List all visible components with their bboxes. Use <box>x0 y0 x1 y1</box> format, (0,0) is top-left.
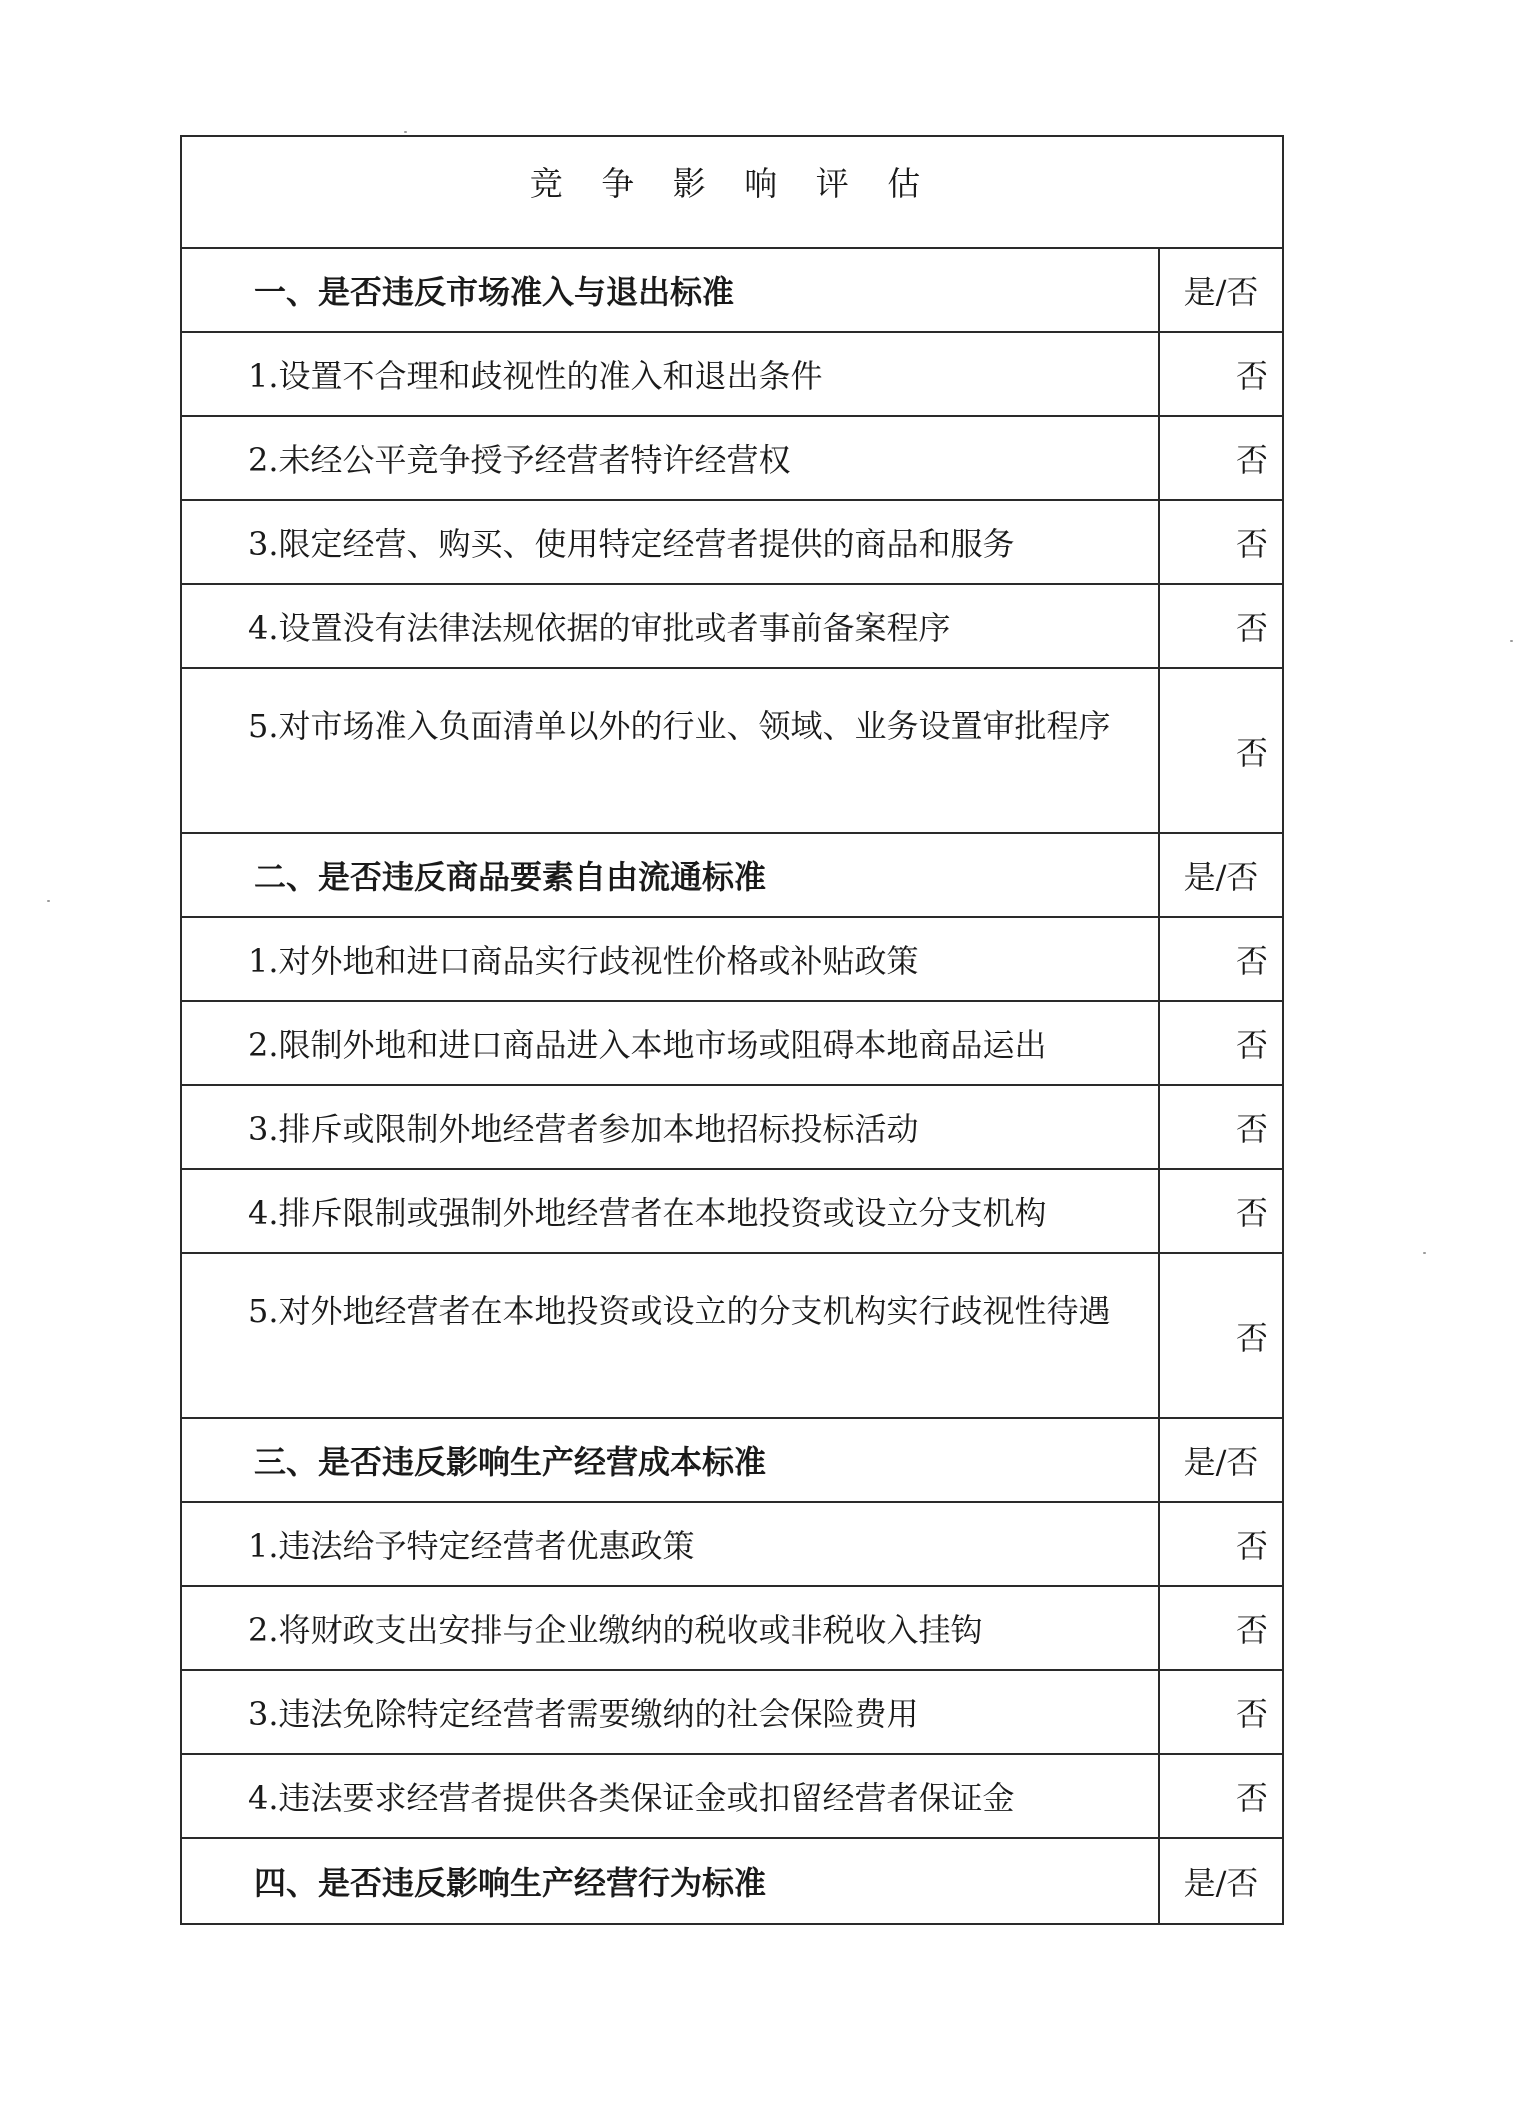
criterion-answer: 否 <box>1235 1779 1268 1817</box>
criterion-answer: 否 <box>1235 1611 1268 1649</box>
criterion-text: 4.设置没有法律法规依据的审批或者事前备案程序 <box>182 585 1160 667</box>
answer-header: 是/否 <box>1183 858 1259 896</box>
table-row <box>182 1587 1282 1671</box>
section-header-3 <box>182 1419 1282 1503</box>
table-row <box>182 1503 1282 1587</box>
scan-speck <box>47 900 50 902</box>
criterion-answer: 否 <box>1235 942 1268 980</box>
criterion-answer: 否 <box>1235 609 1268 647</box>
criterion-text: 2.未经公平竞争授予经营者特许经营权 <box>182 417 1160 499</box>
section-header-1 <box>182 249 1282 333</box>
table-row <box>182 669 1282 834</box>
criterion-answer: 否 <box>1235 1110 1268 1148</box>
table-row <box>182 1254 1282 1419</box>
criterion-answer: 否 <box>1235 357 1268 395</box>
criterion-text: 1.违法给予特定经营者优惠政策 <box>182 1503 1160 1585</box>
table-row <box>182 1170 1282 1254</box>
section-heading: 三、是否违反影响生产经营成本标准 <box>182 1419 1160 1501</box>
table-title: 竞 争 影 响 评 估 <box>182 137 1282 249</box>
section-header-4 <box>182 1839 1282 1923</box>
table-row <box>182 1086 1282 1170</box>
criterion-answer: 否 <box>1235 1026 1268 1064</box>
criterion-text: 5.对市场准入负面清单以外的行业、领域、业务设置审批程序 <box>182 669 1160 832</box>
criterion-answer: 否 <box>1235 1318 1268 1357</box>
criterion-answer: 否 <box>1235 525 1268 563</box>
table-row <box>182 1755 1282 1839</box>
table-row <box>182 1671 1282 1755</box>
section-heading: 一、是否违反市场准入与退出标准 <box>182 249 1160 331</box>
criterion-answer: 否 <box>1235 1695 1268 1733</box>
scan-speck <box>404 131 407 133</box>
criterion-text: 4.排斥限制或强制外地经营者在本地投资或设立分支机构 <box>182 1170 1160 1252</box>
scan-speck <box>1510 640 1513 642</box>
criterion-answer: 否 <box>1235 733 1268 772</box>
answer-header: 是/否 <box>1183 1443 1259 1481</box>
section-heading: 二、是否违反商品要素自由流通标准 <box>182 834 1160 916</box>
table-row <box>182 333 1282 417</box>
section-heading: 四、是否违反影响生产经营行为标准 <box>182 1839 1160 1923</box>
answer-header: 是/否 <box>1183 273 1259 311</box>
table-row <box>182 918 1282 1002</box>
criterion-text: 3.违法免除特定经营者需要缴纳的社会保险费用 <box>182 1671 1160 1753</box>
assessment-table <box>180 135 1284 1925</box>
table-row <box>182 1002 1282 1086</box>
table-row <box>182 501 1282 585</box>
criterion-text: 3.限定经营、购买、使用特定经营者提供的商品和服务 <box>182 501 1160 583</box>
criterion-text: 2.限制外地和进口商品进入本地市场或阻碍本地商品运出 <box>182 1002 1160 1084</box>
criterion-text: 1.设置不合理和歧视性的准入和退出条件 <box>182 333 1160 415</box>
criterion-text: 5.对外地经营者在本地投资或设立的分支机构实行歧视性待遇 <box>182 1254 1160 1417</box>
criterion-text: 1.对外地和进口商品实行歧视性价格或补贴政策 <box>182 918 1160 1000</box>
criterion-text: 2.将财政支出安排与企业缴纳的税收或非税收入挂钩 <box>182 1587 1160 1669</box>
section-header-2 <box>182 834 1282 918</box>
table-row <box>182 417 1282 501</box>
answer-header: 是/否 <box>1183 1864 1259 1902</box>
criterion-text: 4.违法要求经营者提供各类保证金或扣留经营者保证金 <box>182 1755 1160 1837</box>
criterion-answer: 否 <box>1235 1194 1268 1232</box>
criterion-answer: 否 <box>1235 1527 1268 1565</box>
criterion-text: 3.排斥或限制外地经营者参加本地招标投标活动 <box>182 1086 1160 1168</box>
criterion-answer: 否 <box>1235 441 1268 479</box>
scan-speck <box>1423 1252 1426 1254</box>
table-row <box>182 585 1282 669</box>
